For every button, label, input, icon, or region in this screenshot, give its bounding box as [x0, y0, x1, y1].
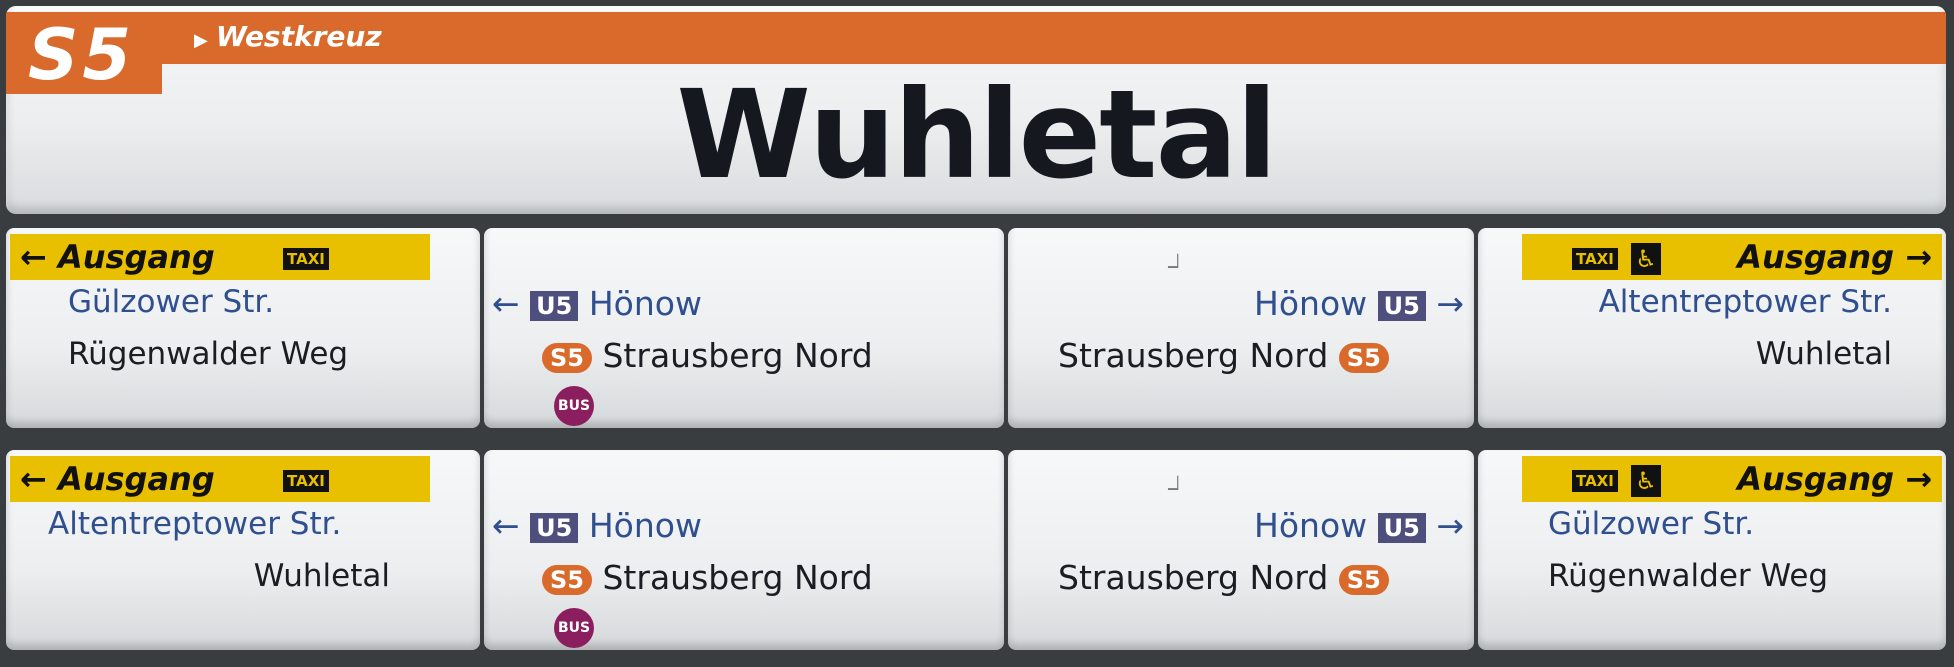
- arrow-left-icon: ←: [20, 460, 47, 498]
- street-name: Gülzower Str.: [1548, 506, 1755, 542]
- street-name: Altentreptower Str.: [48, 506, 342, 542]
- street-name: Wuhletal: [1755, 336, 1892, 372]
- street-name: Altentreptower Str.: [1598, 284, 1892, 320]
- line-panel-left: [484, 450, 1004, 650]
- exit-label: Ausgang: [1737, 460, 1895, 498]
- arrow-right-icon: →: [1905, 460, 1932, 498]
- u5-line-badge: U5: [530, 513, 578, 543]
- exit-panel-left: [6, 228, 480, 428]
- taxi-icon: TAXI: [281, 246, 331, 272]
- s5-direction: [542, 558, 873, 597]
- u5-destination: Hönow: [1254, 284, 1368, 323]
- destination-label: Westkreuz: [215, 20, 382, 53]
- wheelchair-icon: ♿: [1631, 243, 1661, 275]
- u5-destination: Hönow: [588, 506, 702, 545]
- arrow-left-icon: ←: [492, 506, 520, 545]
- s5-destination: Strausberg Nord: [602, 558, 873, 597]
- u5-destination: Hönow: [1254, 506, 1368, 545]
- arrow-right-icon: →: [1436, 284, 1464, 323]
- taxi-icon: TAXI: [281, 468, 331, 494]
- exit-panel-right: [1478, 228, 1946, 428]
- direction-sign-row-1: [6, 228, 1946, 428]
- street-name: Wuhletal: [253, 558, 390, 594]
- u5-line-badge: U5: [1378, 291, 1426, 321]
- play-arrow-icon: ▶: [194, 30, 208, 51]
- s5-destination: Strausberg Nord: [1058, 558, 1329, 597]
- exit-banner: [1522, 234, 1942, 280]
- s5-line-badge: S5: [542, 343, 592, 373]
- arrow-right-icon: →: [1436, 506, 1464, 545]
- street-name: Rügenwalder Weg: [68, 336, 349, 372]
- bus-icon: BUS: [554, 608, 594, 648]
- taxi-icon: TAXI: [1570, 246, 1620, 272]
- street-name: Gülzower Str.: [68, 284, 275, 320]
- u5-direction: [492, 284, 702, 323]
- exit-panel-right: [1478, 450, 1946, 650]
- exit-label: Ausgang: [1737, 238, 1895, 276]
- station-title: Wuhletal: [676, 64, 1276, 206]
- u5-direction: [492, 506, 702, 545]
- s5-destination: Strausberg Nord: [1058, 336, 1329, 375]
- u5-direction: [1254, 284, 1464, 323]
- direction-sign-row-2: [6, 450, 1946, 650]
- street-name: Rügenwalder Weg: [1548, 558, 1829, 594]
- exit-panel-left: [6, 450, 480, 650]
- wheelchair-icon: ♿: [1631, 465, 1661, 497]
- s5-direction: [1058, 336, 1389, 375]
- arrow-right-icon: →: [1905, 238, 1932, 276]
- mark-icon: ▁▏: [1168, 254, 1187, 268]
- s5-line-badge: S5: [542, 565, 592, 595]
- u5-line-badge: U5: [530, 291, 578, 321]
- s5-line-badge: S5: [1339, 343, 1389, 373]
- u5-direction: [1254, 506, 1464, 545]
- s5-direction: [1058, 558, 1389, 597]
- bus-icon: BUS: [554, 386, 594, 426]
- exit-banner: [10, 234, 430, 280]
- s5-line-badge: S5: [1339, 565, 1389, 595]
- exit-banner: [10, 456, 430, 502]
- s5-direction: [542, 336, 873, 375]
- u5-line-badge: U5: [1378, 513, 1426, 543]
- line-panel-right: [1008, 450, 1474, 650]
- arrow-left-icon: ←: [20, 238, 47, 276]
- mark-icon: ▁▏: [1168, 476, 1187, 490]
- u5-destination: Hönow: [588, 284, 702, 323]
- direction-destination: [194, 20, 382, 53]
- exit-label: Ausgang: [57, 460, 215, 498]
- s5-destination: Strausberg Nord: [602, 336, 873, 375]
- line-panel-right: [1008, 228, 1474, 428]
- exit-label: Ausgang: [57, 238, 215, 276]
- exit-banner: [1522, 456, 1942, 502]
- taxi-icon: TAXI: [1570, 468, 1620, 494]
- line-panel-left: [484, 228, 1004, 428]
- station-name-sign: [6, 6, 1946, 214]
- route-label: S5: [28, 14, 136, 96]
- arrow-left-icon: ←: [492, 284, 520, 323]
